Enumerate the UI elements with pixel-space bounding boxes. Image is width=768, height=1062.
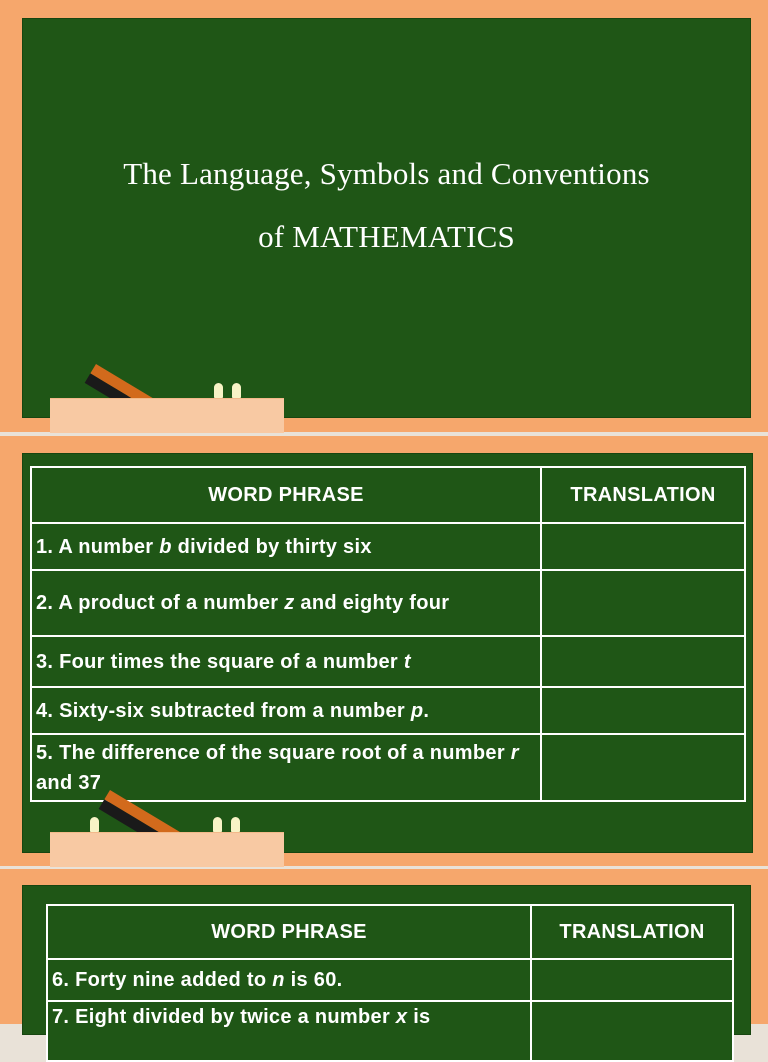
word-phrase-cell: 1. A number b divided by thirty six: [31, 523, 541, 570]
table-row: [31, 570, 745, 636]
translation-cell[interactable]: [531, 959, 733, 1001]
table-row: [31, 523, 745, 570]
table-slide-1: [0, 436, 768, 866]
word-phrase-cell: 4. Sixty-six subtracted from a number p.: [31, 687, 541, 734]
table-row: [47, 959, 733, 1001]
header-translation: TRANSLATION: [531, 905, 733, 959]
word-phrase-cell: 6. Forty nine added to n is 60.: [47, 959, 531, 1001]
chalk-icon: [231, 817, 240, 832]
chalk-icon: [213, 817, 222, 832]
phrase-table: [30, 466, 746, 802]
chalkboard: [22, 18, 751, 418]
translation-cell[interactable]: [541, 523, 745, 570]
table-row: [31, 734, 745, 801]
translation-cell[interactable]: [531, 1001, 733, 1061]
header-word-phrase: WORD PHRASE: [47, 905, 531, 959]
chalk-tray: [50, 832, 284, 867]
table-row: [31, 636, 745, 687]
translation-cell[interactable]: [541, 636, 745, 687]
word-phrase-cell: 2. A product of a number z and eighty four: [31, 570, 541, 636]
table-row: [31, 687, 745, 734]
chalk-icon: [90, 817, 99, 832]
header-translation: TRANSLATION: [541, 467, 745, 523]
chalk-icon: [232, 383, 241, 398]
word-phrase-cell: 7. Eight divided by twice a number x is: [47, 1001, 531, 1061]
translation-cell[interactable]: [541, 687, 745, 734]
phrase-table: [46, 904, 734, 1062]
word-phrase-cell: 5. The difference of the square root of a number r and 37: [31, 734, 541, 801]
word-phrase-cell: 3. Four times the square of a number t: [31, 636, 541, 687]
title-line-2: of MATHEMATICS: [258, 219, 515, 254]
translation-cell[interactable]: [541, 570, 745, 636]
header-word-phrase: WORD PHRASE: [31, 467, 541, 523]
translation-cell[interactable]: [541, 734, 745, 801]
table-row: [47, 1001, 733, 1061]
chalk-icon: [214, 383, 223, 398]
table-slide-2: [0, 869, 768, 1028]
chalk-tray: [50, 398, 284, 433]
title-line-1: The Language, Symbols and Conventions: [123, 156, 650, 191]
title-slide: [0, 0, 768, 432]
